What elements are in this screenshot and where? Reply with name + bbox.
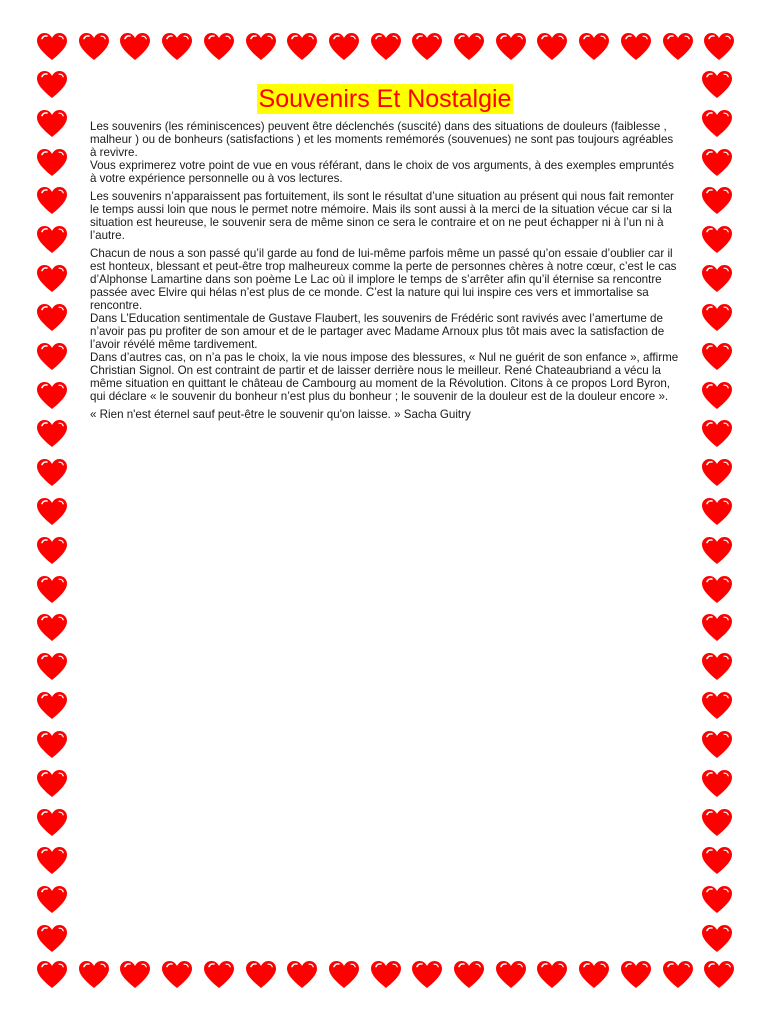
heart-icon (36, 419, 68, 449)
heart-icon (36, 691, 68, 721)
heart-icon (36, 303, 68, 333)
heart-icon (119, 960, 151, 990)
heart-icon (370, 960, 402, 990)
heart-icon (328, 32, 360, 62)
heart-icon (701, 109, 733, 139)
heart-icon (701, 846, 733, 876)
heart-icon (36, 458, 68, 488)
heart-icon (701, 458, 733, 488)
heart-icon (36, 924, 68, 954)
heart-icon (701, 808, 733, 838)
heart-icon (36, 381, 68, 411)
heart-icon (245, 960, 277, 990)
heart-icon (119, 32, 151, 62)
heart-icon (701, 924, 733, 954)
heart-icon (701, 575, 733, 605)
heart-icon (36, 613, 68, 643)
heart-icon (36, 109, 68, 139)
heart-icon (370, 32, 402, 62)
heart-icon (578, 32, 610, 62)
heart-icon (36, 652, 68, 682)
heart-icon (36, 186, 68, 216)
heart-icon (36, 846, 68, 876)
heart-icon (286, 960, 318, 990)
heart-icon (701, 303, 733, 333)
heart-icon (703, 960, 735, 990)
heart-icon (701, 730, 733, 760)
heart-icon (78, 32, 110, 62)
heart-icon (161, 960, 193, 990)
heart-icon (203, 960, 235, 990)
heart-icon (161, 32, 193, 62)
heart-icon (701, 497, 733, 527)
heart-icon (536, 960, 568, 990)
heart-icon (328, 960, 360, 990)
heart-icon (701, 652, 733, 682)
heart-icon (701, 885, 733, 915)
heart-icon (36, 730, 68, 760)
heart-icon (701, 613, 733, 643)
heart-icon (36, 536, 68, 566)
heart-icon (36, 148, 68, 178)
heart-icon (662, 960, 694, 990)
paragraph-2: Les souvenirs n’apparaissent pas fortuitement, ils sont le résultat d’une situation au présent qui nous fait remonter le temps aussi loin que nous le permet notre mémoire. Mais ils sont aussi à la merci de la situation vécue car si la situation est heureuse, le souvenir sera de même sinon ce sera le contraire et on ne peut échapper ni à l’un ni à l’autre. (90, 190, 674, 242)
heart-icon (578, 960, 610, 990)
heart-icon (36, 225, 68, 255)
heart-icon (36, 575, 68, 605)
heart-icon (701, 264, 733, 294)
heart-icon (411, 960, 443, 990)
paragraph-3: Chacun de nous a son passé qu’il garde au fond de lui-même parfois même un passé qu’on essaie d’oublier car il est honteux, blessant et peut-être trop malheureux comme la perte de personnes chères à notre cœur, c’est le cas d’Alphonse Lamartine dans son poème Le Lac où il implore le temps de s’arrêter afin qu’il éternise sa rencontre passée avec Elvire qui hélas n’est plus de ce monde. C’est la nature qui lui inspire ces vers et immortalise sa rencontre. Dans L’Education sentimentale de Gustave Flaubert, les souvenirs de Frédéric sont ravivés avec l’amertume de n’avoir pas pu profiter de son amour et de le partager avec Madame Arnoux plus tôt mais avec la satisfaction de l’avoir révélé même tardivement. Dans d’autres cas, on n’a pas le choix, la vie nous impose des blessures, « Nul ne guérit de son enfance », affirme Christian Signol. On est contraint de partir et de laisser derrière nous le meilleur. René Chateaubriand a vécu la même situation en quittant le château de Cambourg au moment de la Révolution. Citons à ce propos Lord Byron, qui déclare « le souvenir du bonheur n’est plus du bonheur ; le souvenir de la douleur est de la douleur encore ». (90, 247, 679, 403)
heart-icon (453, 32, 485, 62)
heart-icon (245, 32, 277, 62)
heart-icon (36, 70, 68, 100)
heart-icon (495, 960, 527, 990)
heart-icon (701, 186, 733, 216)
heart-icon (36, 32, 68, 62)
heart-icon (701, 148, 733, 178)
quote-paragraph: « Rien n'est éternel sauf peut-être le souvenir qu'on laisse. » Sacha Guitry (90, 408, 471, 421)
heart-icon (36, 808, 68, 838)
heart-icon (36, 769, 68, 799)
heart-icon (453, 960, 485, 990)
heart-icon (411, 32, 443, 62)
heart-icon (36, 342, 68, 372)
heart-icon (36, 885, 68, 915)
heart-icon (620, 960, 652, 990)
heart-icon (701, 70, 733, 100)
heart-icon (701, 536, 733, 566)
heart-icon (36, 497, 68, 527)
heart-icon (701, 381, 733, 411)
heart-icon (36, 960, 68, 990)
heart-icon (536, 32, 568, 62)
heart-icon (701, 691, 733, 721)
document-content (90, 84, 680, 426)
heart-icon (495, 32, 527, 62)
heart-icon (662, 32, 694, 62)
heart-icon (286, 32, 318, 62)
heart-icon (36, 264, 68, 294)
page-title: Souvenirs Et Nostalgie (258, 85, 512, 113)
heart-icon (620, 32, 652, 62)
heart-icon (701, 419, 733, 449)
heart-icon (701, 342, 733, 372)
heart-icon (78, 960, 110, 990)
heart-icon (703, 32, 735, 62)
paragraph-1: Les souvenirs (les réminiscences) peuvent être déclenchés (suscité) dans des situations de douleurs (faiblesse , malheur ) ou de bonheurs (satisfactions ) et les moments remémorés (souvenues) ne sont pas toujours agréables à revivre. Vous exprimerez votre point de vue en vous référant, dans le choix de vos arguments, à des exemples empruntés à votre expérience personnelle ou à vos lectures. (90, 120, 674, 185)
heart-icon (701, 769, 733, 799)
heart-icon (203, 32, 235, 62)
title-wrap (90, 84, 680, 114)
heart-icon (701, 225, 733, 255)
